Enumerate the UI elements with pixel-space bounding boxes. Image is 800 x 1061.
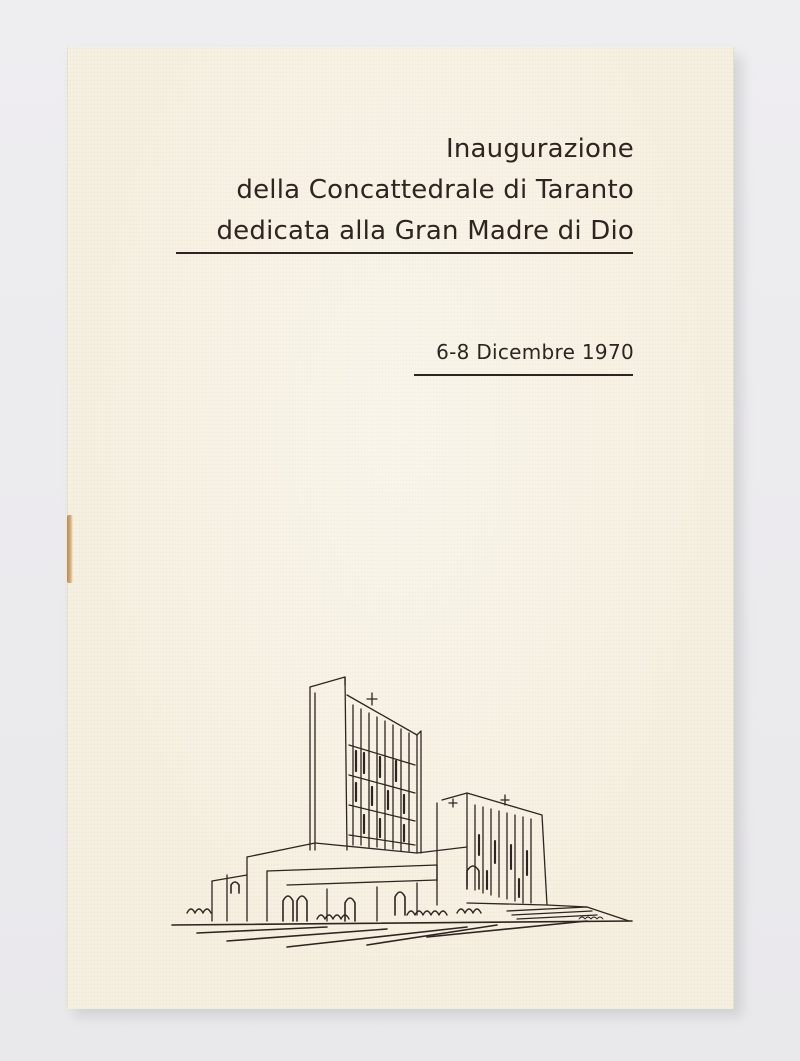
arched-openings	[231, 866, 479, 921]
stairs	[467, 903, 629, 921]
title-line-1: Inaugurazione	[445, 134, 634, 164]
title-line-2: della Concattedrale di Taranto	[236, 175, 634, 205]
booklet-cover	[67, 47, 734, 1009]
title-underline	[176, 252, 633, 254]
secondary-lattice	[479, 835, 527, 897]
cover-title	[216, 129, 634, 252]
event-date: 6-8 Dicembre 1970	[436, 340, 634, 364]
shrubs	[187, 909, 481, 919]
ground-lines	[172, 921, 632, 947]
title-line-3: dedicata alla Gran Madre di Dio	[216, 216, 634, 246]
staple-rust-mark	[67, 515, 73, 583]
cathedral-sketch-icon	[167, 675, 637, 955]
tower-lattice	[356, 751, 404, 841]
artist-signature	[579, 917, 603, 919]
nave	[212, 843, 467, 921]
date-underline	[414, 374, 633, 376]
